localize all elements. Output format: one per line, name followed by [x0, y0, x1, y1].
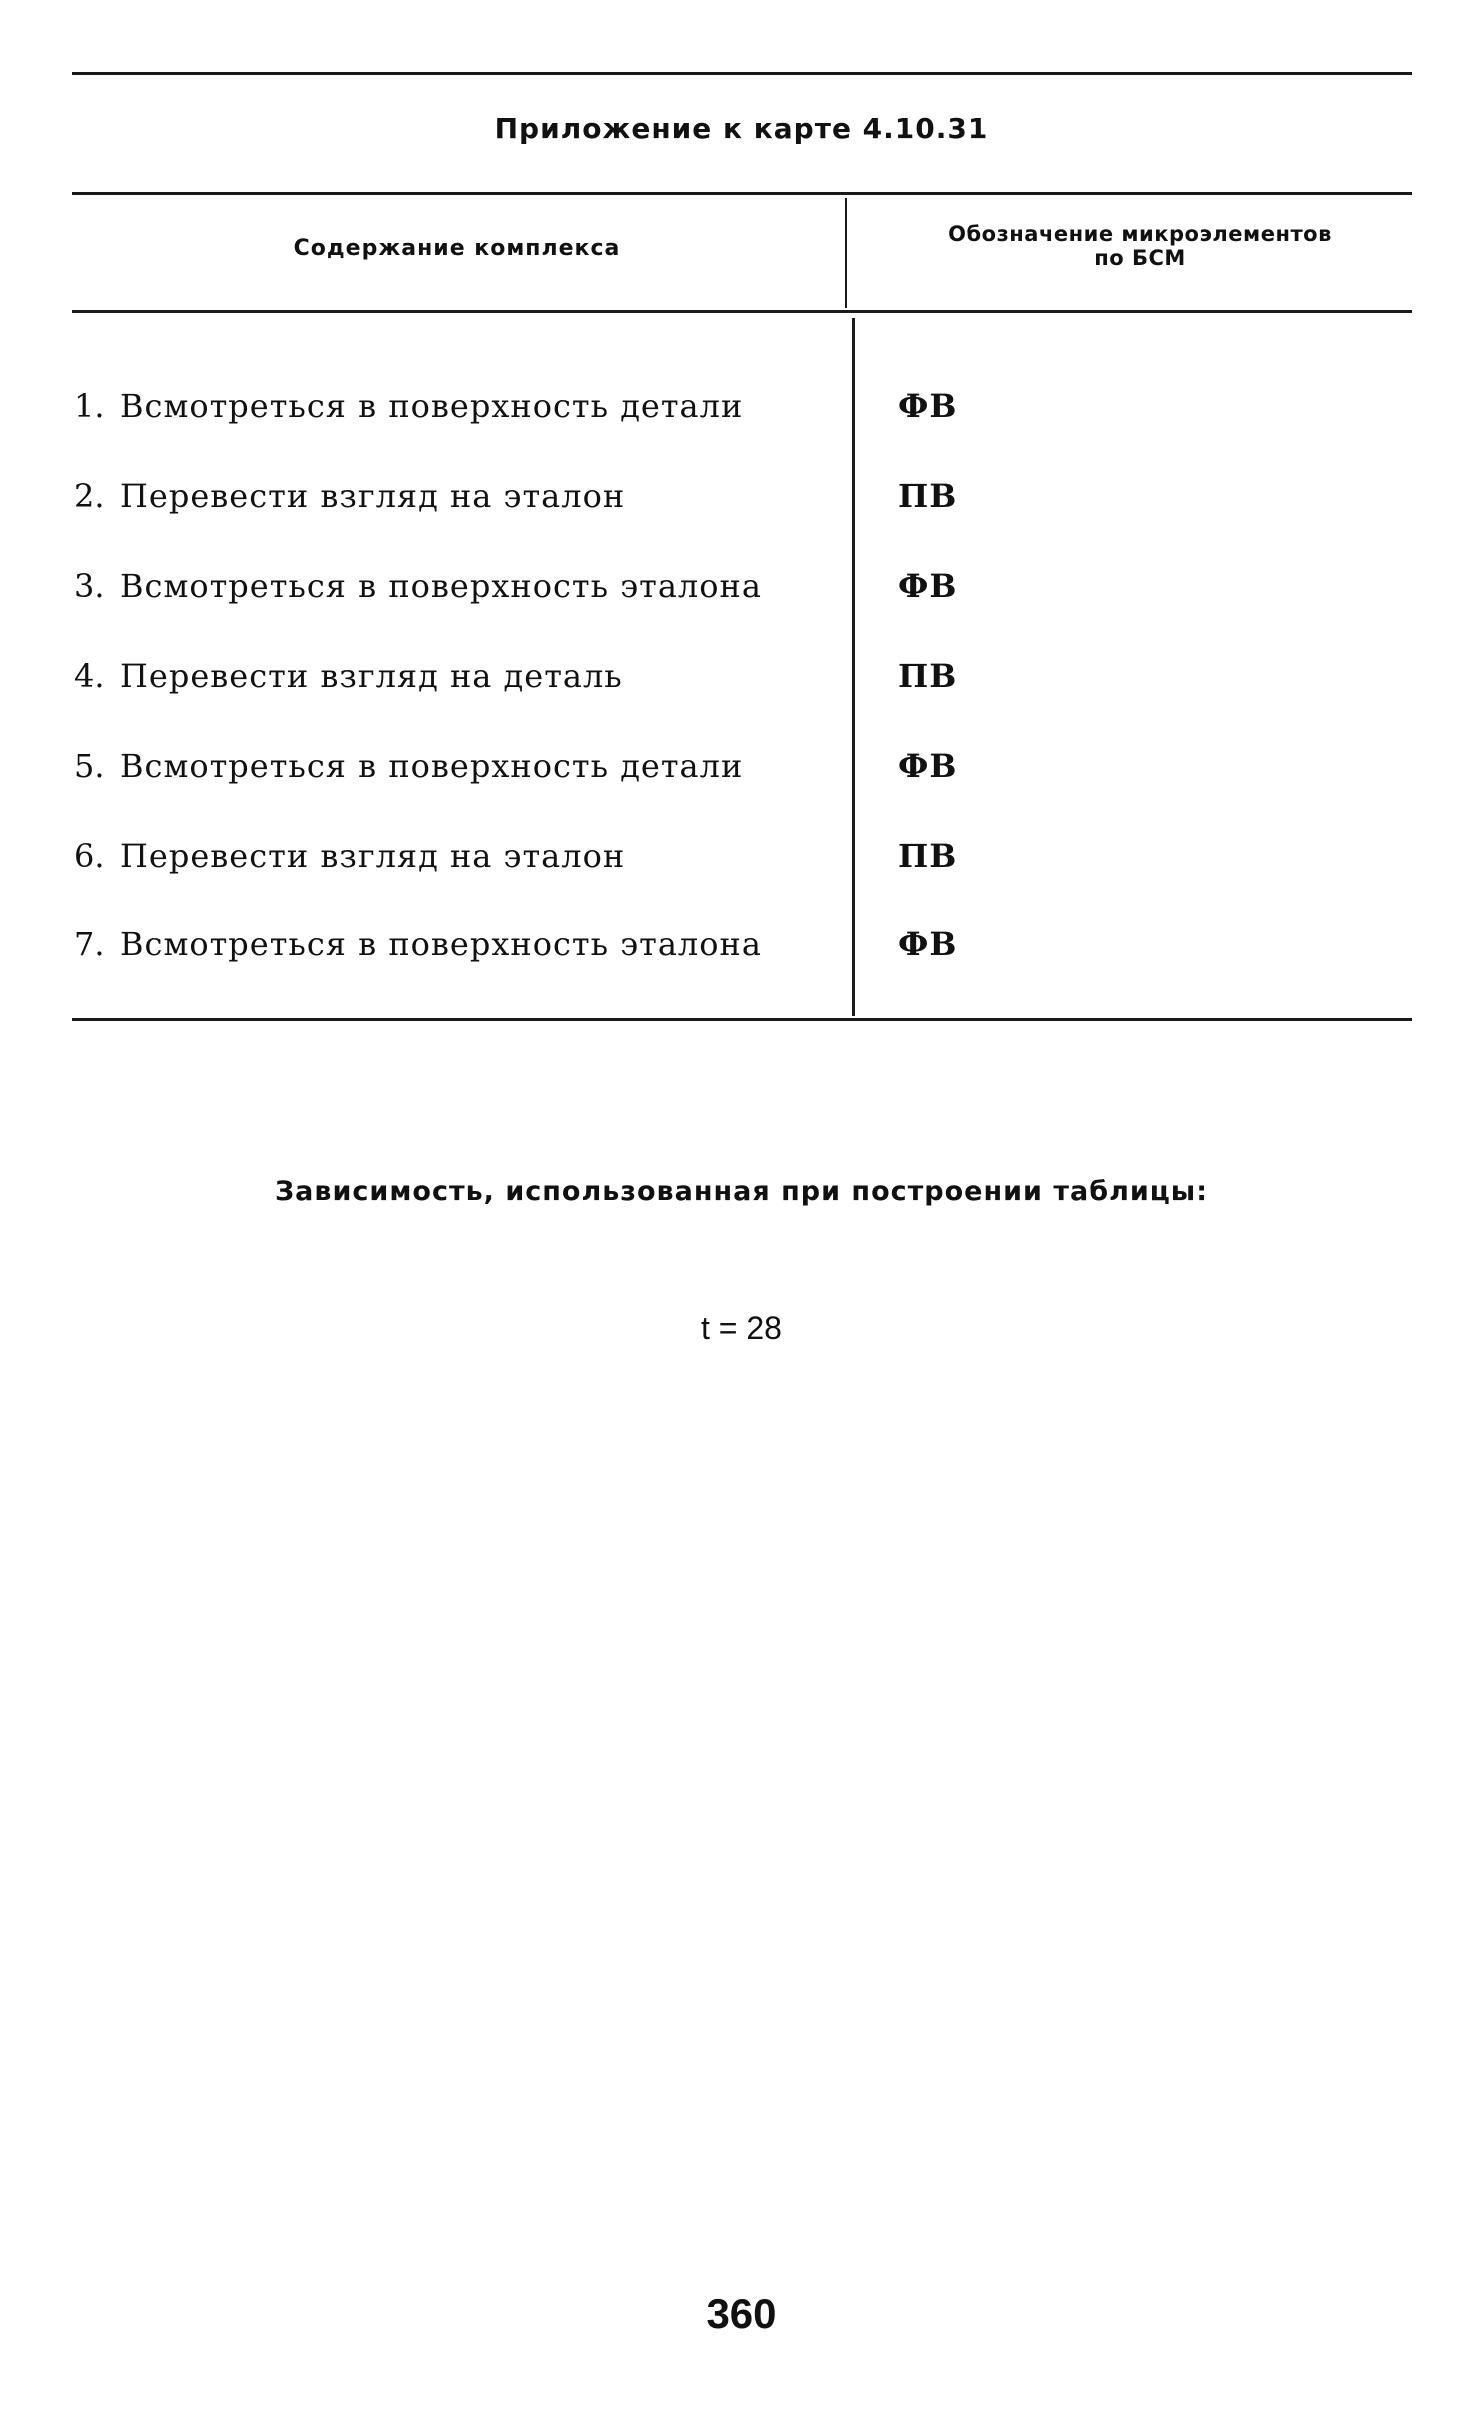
row-content: Перевести взгляд на эталон	[120, 837, 626, 875]
top-rule	[72, 72, 1412, 75]
row-number: 2.	[74, 477, 105, 515]
table-row	[0, 746, 1483, 806]
row-designation: ФВ	[898, 567, 958, 605]
table-top-rule	[72, 192, 1412, 195]
row-designation: ФВ	[898, 387, 958, 425]
row-number: 5.	[74, 747, 105, 785]
row-designation: ПВ	[898, 657, 958, 695]
row-number: 3.	[74, 567, 105, 605]
table-header-rule	[72, 310, 1412, 313]
row-designation: ФВ	[898, 925, 958, 963]
row-number: 7.	[74, 925, 105, 963]
row-designation: ФВ	[898, 747, 958, 785]
page-number: 360	[706, 2290, 777, 2337]
row-content: Всмотреться в поверхность детали	[120, 387, 744, 425]
row-content: Всмотреться в поверхность эталона	[120, 567, 762, 605]
formula: t = 28	[701, 1310, 782, 1346]
header-column-divider	[845, 198, 847, 308]
row-designation: ПВ	[898, 837, 958, 875]
column-header-content: Содержание комплекса	[293, 236, 621, 261]
row-content: Перевести взгляд на деталь	[120, 657, 623, 695]
column-header-designation	[880, 222, 1400, 270]
row-content: Всмотреться в поверхность детали	[120, 747, 744, 785]
row-designation: ПВ	[898, 477, 958, 515]
row-content: Всмотреться в поверхность эталона	[120, 925, 762, 963]
table-row	[0, 836, 1483, 896]
table-bottom-rule	[72, 1018, 1412, 1021]
table-row	[0, 386, 1483, 446]
dependency-label: Зависимость, использованная при построении таблицы:	[275, 1176, 1208, 1207]
table-row	[0, 924, 1483, 984]
column-header-designation-line1: Обозначение микроэлементов	[948, 222, 1332, 246]
row-number: 4.	[74, 657, 105, 695]
table-row	[0, 656, 1483, 716]
column-header-designation-line2: по БСМ	[1094, 246, 1186, 270]
table-row	[0, 476, 1483, 536]
row-content: Перевести взгляд на эталон	[120, 477, 626, 515]
page-title: Приложение к карте 4.10.31	[494, 112, 989, 145]
row-number: 1.	[74, 387, 105, 425]
row-number: 6.	[74, 837, 105, 875]
table-row	[0, 566, 1483, 626]
